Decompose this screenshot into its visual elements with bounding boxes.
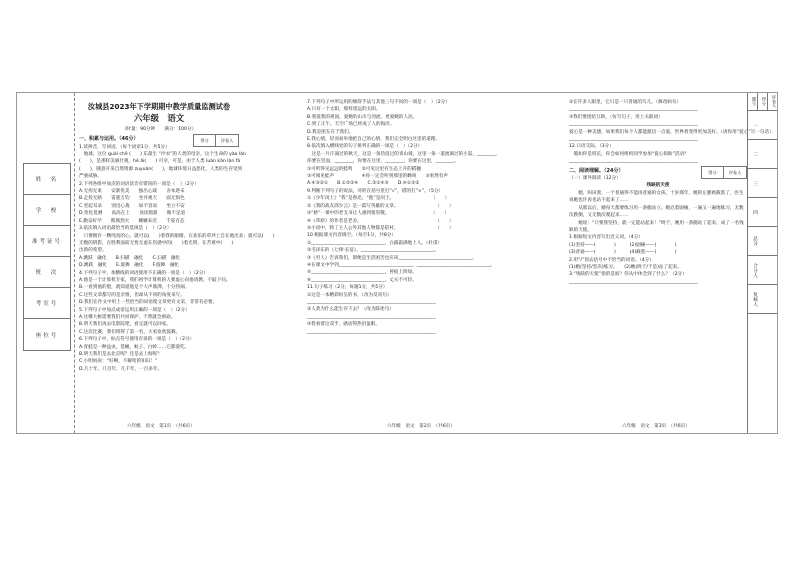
question-line: 3.依次填入词语最恰当的选项是（ ）（2分）	[79, 226, 172, 232]
question-line: 8.依次填入横线处的句子排列正确的一项是（ ）（2分）	[307, 144, 423, 150]
exam-title: 汝城县2023年下学期期中教学质量监测试卷	[87, 102, 231, 111]
question-line: 假如你是班长，你会如何组织同学参加“爱心捐助”活动？	[569, 151, 689, 157]
question-line: ⑤________________________________，苔痕上阶绿。	[307, 270, 417, 276]
row-label: 四	[752, 209, 757, 215]
question-line: C.小明妈说：“好啊，不解哈的知识！”	[79, 359, 158, 365]
question-line: 只要拥有一颗纯真的心，就可以( )着我的眼睛，在欢乐的草坪上自在地出来；就可以( )	[79, 233, 275, 239]
question-line: D.跳跃 融化 E.旋舞 融化 F.旋舞 融化	[79, 263, 180, 269]
subsection-title: （一）课外阅读（12分）	[569, 176, 621, 182]
question-line: 3.“残缺的天使”指的是谁？你从中体会到了什么？（2分）	[569, 272, 687, 278]
question-line: ④《草原》的作者是老舍。 （ ）	[307, 218, 454, 224]
question-line: ________________________________________________________	[569, 137, 698, 143]
question-line: 地球，这位 guǎi chě ( ) 东最生 “沙衣”的人类的母亲，这个生命的 yào lán	[79, 152, 246, 158]
question-line: 1.根据短文内容写出近义词。（4分）	[569, 235, 643, 241]
table-row	[748, 169, 777, 198]
row-label: 合分人	[752, 262, 757, 278]
score-label-2: 得分	[702, 167, 724, 178]
page1-questions	[79, 144, 275, 374]
question-line: B.一看到他的脸，就知道他是个大声鼎沸，十分热闹。	[79, 285, 190, 291]
question-line: 10.根据课文内容填空。（每空1分，共8分）	[307, 233, 396, 239]
question-line: C.到了正午，天空广场已经成了人的海洋。	[307, 122, 395, 128]
question-line: D.几十年，几百年，几千年，一百多年。	[79, 366, 163, 372]
page2-questions	[307, 99, 547, 336]
row-label: 三	[752, 180, 757, 186]
question-line: ________________________________________________________	[569, 122, 698, 128]
question-line: ③可闻见蛙声 ④你一定会听到那里的蝉叫 ⑤果然有声	[307, 174, 448, 180]
exam-subtitle: 六年级 语文	[133, 113, 185, 124]
question-line: 无数的阴影，在胜利面前无忧无虑在伤感中的( )着光明，在苦难中( )	[79, 240, 234, 246]
score-summary-table	[747, 93, 777, 433]
question-line: A.跳跃 融化 B.扫描 融化 C.扫描 融化	[79, 255, 181, 261]
footer-page1: 六年级 语文 第1页 （共6页）	[127, 424, 195, 429]
question-line: ②人类为什么能生存下去？（改为陈述句）	[307, 307, 394, 313]
question-line: ④在课文中学到________________________________，________________________________。	[307, 262, 495, 268]
binding-strip	[17, 93, 75, 433]
question-line: E.勤奋好学 熊熊烈火 姗姗来迟 千姿百态	[79, 218, 185, 224]
question-line: B.走投无路 雷霆万钧 坐井观天 面无惧色	[79, 196, 185, 202]
exam-sheet	[16, 92, 778, 434]
field-class[interactable]: 班 次	[24, 257, 70, 288]
question-line: B.明天我们再去电影院吧，看完就可以回家。	[79, 322, 171, 328]
score-label: 得分	[194, 135, 216, 146]
question-line: C.竖起耳朵 别出心裁 如不容易 坐立不安	[79, 203, 185, 209]
question-line: A.无拘无束 安寨优美 独出心裁 舍本逐末	[79, 189, 185, 195]
question-line: ③《穷人》告诉我们，即便是生活困苦也应该________________________________。	[307, 255, 477, 261]
reading-questions	[569, 234, 747, 286]
story-body	[569, 190, 747, 234]
table-row	[748, 256, 777, 285]
exam-meta: （时量：90分钟 满分：100分）	[121, 126, 197, 132]
question-line: C.这些文章都写的是亲情，但却从不同的角度来写。	[79, 292, 185, 298]
question-line: ③我看着这双手，感动得热泪盈眶。	[307, 322, 381, 328]
question-line: ②在许多人眼里，它只是一只普通的鸟儿。（修改病句）	[569, 100, 682, 105]
question-line: ①________________________________，白露霜满地上人。（杜甫）	[307, 240, 443, 246]
story-paragraph: 她，叫田蕾，一个普通得不能再普通的女孩。十岁那年，她的左腿被截肢了，医生说她也许再也站不起来了……	[569, 190, 744, 204]
question-line: ⑤小说中，除了主人公外其他人物都是陪衬。 （ ）	[307, 225, 454, 231]
question-line: 1.读拼音，写词语。（每个词语1分，共5分）	[79, 144, 170, 150]
question-line: 这是一片汗淌过的秋天，这是一条热浪过的青山坡，这里一条一道流淌过的小渠，________，	[307, 151, 500, 157]
footer-page2: 六年级 语文 第2页 （共6页）	[387, 424, 455, 429]
question-line: D.变化莫测 高高在上 顶顶鼎鼎 微不足道	[79, 211, 186, 217]
question-line: ③“桥”一课中的老支书让人感到很崇敬。 （ ）	[307, 211, 450, 217]
question-line: ________________________________________________________	[307, 329, 436, 335]
question-line: 6.下列句子中，标点符号使用有误的一项是（ ）（2分）	[79, 337, 195, 343]
question-line: 你要在里面，________，你要在这里，________，你要在这里，________。	[307, 159, 459, 165]
score-box	[193, 134, 239, 147]
question-line: ③我们要团结互助。（仿写句子，用上关联词）	[569, 114, 663, 120]
table-head	[748, 93, 777, 111]
question-line: B.明天我们是去北京呢？还是去上海呢？	[79, 352, 162, 357]
head-number: 题号	[748, 93, 758, 110]
field-exam-number[interactable]: 准考证号	[24, 226, 70, 257]
table-row	[748, 140, 777, 169]
footer-page3: 六年级 语文 第3页 （共6页）	[622, 424, 690, 429]
question-line: 爱心是一种美德，如果我们每个人都能献出一点爱，世界将变得更加美好。（请你用“爱心”写一句话）	[569, 129, 774, 135]
head-reviewer: 评卷人	[772, 95, 777, 108]
row-label: 二	[752, 151, 757, 157]
question-line: B.我爱我的祖国，爱她的山川与河流，更爱她的人民。	[307, 114, 418, 120]
question-line: ( )，随意开采自然资源 zuyuán( )，地球环境日益恶化，人类的生存受到	[79, 166, 243, 172]
question-line: D.我们在作文中用上一些恰当的词语使文章更有文采，非常有必要。	[79, 300, 218, 306]
story-title: 残缺的天使	[646, 183, 670, 189]
field-name[interactable]: 姓 名	[24, 164, 70, 195]
head-score: 得分	[758, 93, 768, 110]
question-line: 11.句子练习（2分，每题1分，共5分）	[307, 285, 388, 291]
table-row	[748, 198, 777, 227]
question-line: 7.下列句子中所运用的修辞手法与其他三句不同的一项是（ ）（2分）	[307, 100, 450, 105]
question-line: A.这棵大树需要我们共同保护，不然就会被砍。	[79, 314, 176, 320]
question-line: (1)坚持——( ) (2)剧痛——( )	[569, 242, 677, 248]
table-row	[748, 227, 777, 256]
question-line: 4.下列句子中，加横线的词语使用不正确的一项是（ ）（2分）	[79, 270, 209, 276]
score-box-2	[701, 166, 747, 179]
table-body	[748, 111, 777, 314]
story-paragraph: 她说：“只要我坚持，就一定能站起来！”终于，她用一条腿站了起来，成了一名残缺的天使。	[569, 220, 744, 233]
question-line: ________________________________________________________	[307, 299, 436, 305]
question-line: 严重威胁。	[79, 174, 102, 180]
section-1-title: 一、积累与运用。（46分）	[79, 136, 139, 143]
student-info-box	[23, 163, 71, 351]
question-line: D.我是朋友在于我们。	[307, 129, 354, 135]
reviewer-label: 评卷人	[220, 138, 234, 144]
question-line: 9.判断下列句子的说法，对的在括号里打“√”，错的打“×”。（5分）	[307, 188, 444, 194]
question-line: (3)普通——( ) (4)截肢——( )	[569, 250, 677, 256]
section-2-title: 二、阅读理解。（24分）	[569, 167, 624, 174]
question-line: 2.下列各组中加点的词语读音有错误的一项是（ ）（2分）	[79, 181, 199, 187]
table-row	[748, 285, 777, 314]
page1-column	[79, 99, 275, 373]
question-line: ⑥________________________________，丈夫不可轻。	[307, 277, 417, 283]
story-paragraph: 从那以后，她每天都要练习用一条腿站立。她忍着剧痛，一遍又一遍地练习，无数次跌倒，又无数次爬起来……	[569, 205, 744, 219]
question-line: ________________________________________________________	[569, 159, 698, 165]
question-line: 12.口语交际。（3分）	[569, 144, 614, 150]
question-line: E.我心情，轻而易举地把自己的心情，我们完全明白这里的道理。	[307, 137, 440, 143]
question-line: (1)她(坚持/坚决)练习。 (2)她(终于/于是)站了起来。	[569, 264, 682, 270]
row-label: 总分	[752, 236, 757, 246]
question-line: ( )，是那样美丽壮观，hé ǎi( ) 可亲，可是，由于人类 luàn kǎn làn fá	[79, 159, 241, 165]
question-line: ①《少年闰土》“我”是鲁迅，“他”是闰土。 （ ）	[307, 196, 450, 202]
question-line: ①这是一本精彩纷呈的书，（改为反问句）	[307, 292, 392, 298]
field-school[interactable]: 学 校	[24, 195, 70, 226]
question-line: 5.下列句子中加点成语运用正确的一项是（ ）（2分）	[79, 307, 190, 313]
question-line: ________________________________________________________	[569, 279, 698, 285]
row-label: 复核人	[752, 291, 757, 307]
row-label: 一	[752, 122, 757, 128]
question-line: ②毛泽东的《七律·长征》，________________________________。	[307, 248, 439, 254]
question-line: ②《我的战友邱少云》是一篇写英雄的文章。 （ ）	[307, 203, 454, 209]
page2-column	[307, 99, 547, 336]
question-line: A.青蛙是一种益虫，苍蝇、蚊子、白蛉……它都爱吃。	[79, 344, 190, 350]
table-row	[748, 111, 777, 140]
question-line: C.这次比赛，我们班得了第一名，大家欢欣鼓舞。	[79, 329, 181, 335]
reviewer-label-2: 评卷人	[728, 169, 742, 175]
question-line: 出新的希望。	[79, 248, 107, 254]
question-line: ________________________________________________________	[569, 107, 698, 113]
question-line: A.只有一个太阳，那样遥远的太阳。	[307, 107, 381, 113]
question-line: 2.用“/”划去括号中不恰当的词语。（4分）	[569, 257, 654, 263]
field-seat[interactable]: 座位号	[35, 332, 59, 339]
question-line: ①可听得见远远的蛙鸣 ②可见这里有生态上升的稻穗	[307, 166, 421, 172]
question-line: A.他是一个计算机专家，我们初学计算机的人要虚心向他请教，不耻下问。	[79, 277, 231, 283]
question-line: ________________________________________________________	[307, 314, 436, 320]
question-line: A.④③②① B.①③②④ C.②①④③ D.④①③②	[307, 181, 420, 187]
field-room[interactable]: 考室号	[24, 288, 70, 319]
